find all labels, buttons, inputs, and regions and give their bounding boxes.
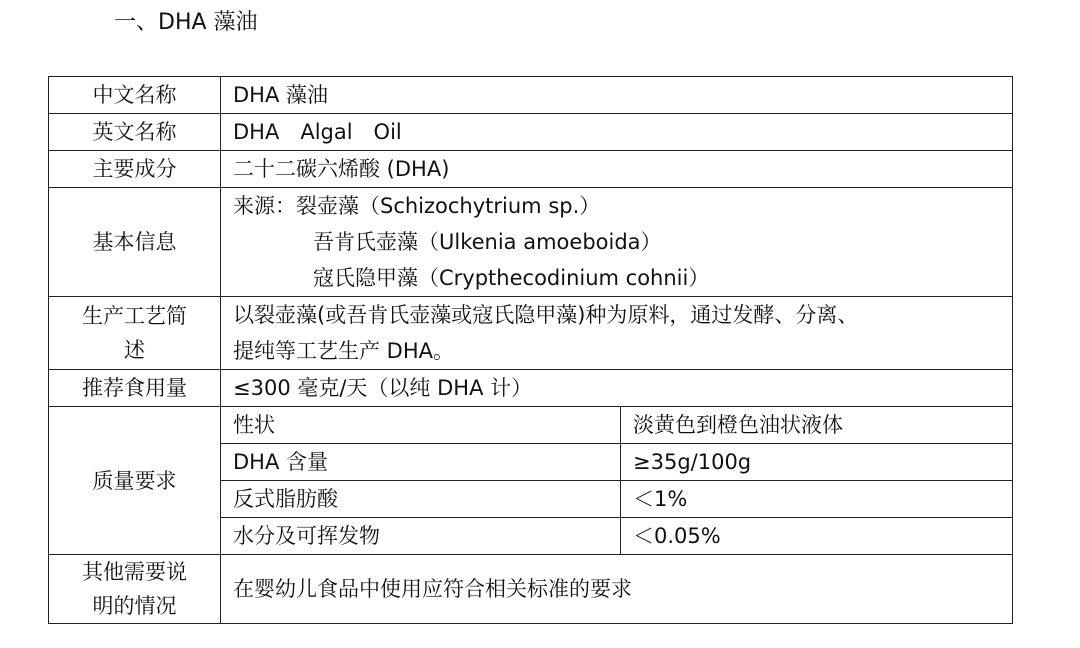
row-intake xyxy=(49,370,1013,407)
row-english-name xyxy=(49,114,1013,151)
other-label xyxy=(49,555,221,624)
process-label-line2: 述 xyxy=(124,338,145,362)
basic-info-value xyxy=(221,188,1013,297)
process-value xyxy=(221,297,1013,370)
chinese-name-value: DHA 藻油 xyxy=(221,77,1013,114)
process-line2: 提纯等工艺生产 DHA。 xyxy=(233,339,455,363)
chinese-name-label: 中文名称 xyxy=(49,77,221,114)
row-main-component xyxy=(49,151,1013,188)
quality-item-name: DHA 含量 xyxy=(221,444,621,481)
quality-item-name: 水分及可挥发物 xyxy=(221,518,621,555)
english-name-value: DHA Algal Oil xyxy=(221,114,1013,151)
process-label xyxy=(49,297,221,370)
section-heading: 一、DHA 藻油 xyxy=(114,10,258,35)
main-component-label: 主要成分 xyxy=(49,151,221,188)
quality-item-value: ＜0.05% xyxy=(621,518,1013,555)
intake-value: ≤300 毫克/天（以纯 DHA 计） xyxy=(221,370,1013,407)
process-label-line1: 生产工艺简 xyxy=(82,304,187,328)
row-other xyxy=(49,555,1013,624)
quality-item-value: 淡黄色到橙色油状液体 xyxy=(621,407,1013,444)
intake-label: 推荐食用量 xyxy=(49,370,221,407)
english-name-label: 英文名称 xyxy=(49,114,221,151)
process-line1: 以裂壶藻(或吾肯氏壶藻或寇氏隐甲藻)种为原料，通过发酵、分离、 xyxy=(233,303,859,327)
source-line-ulkenia: 吾肯氏壶藻（Ulkenia amoeboida） xyxy=(313,230,662,254)
quality-item-name: 性状 xyxy=(221,407,621,444)
quality-item-value: ≥35g/100g xyxy=(621,444,1013,481)
other-value: 在婴幼儿食品中使用应符合相关标准的要求 xyxy=(221,555,1013,624)
quality-row xyxy=(49,407,1013,444)
quality-item-name: 反式脂肪酸 xyxy=(221,481,621,518)
other-label-line2: 明的情况 xyxy=(92,594,177,618)
main-component-value: 二十二碳六烯酸 (DHA) xyxy=(221,151,1013,188)
quality-item-value: ＜1% xyxy=(621,481,1013,518)
row-process xyxy=(49,297,1013,370)
source-line-schizochytrium: 来源：裂壶藻（Schizochytrium sp.） xyxy=(233,194,601,218)
basic-info-label: 基本信息 xyxy=(49,188,221,297)
source-line-crypthecodinium: 寇氏隐甲藻（Crypthecodinium cohnii） xyxy=(313,266,710,290)
quality-label: 质量要求 xyxy=(49,407,221,555)
specification-table xyxy=(48,76,1013,624)
row-basic-info xyxy=(49,188,1013,297)
other-label-line1: 其他需要说 xyxy=(82,560,187,584)
row-chinese-name xyxy=(49,77,1013,114)
